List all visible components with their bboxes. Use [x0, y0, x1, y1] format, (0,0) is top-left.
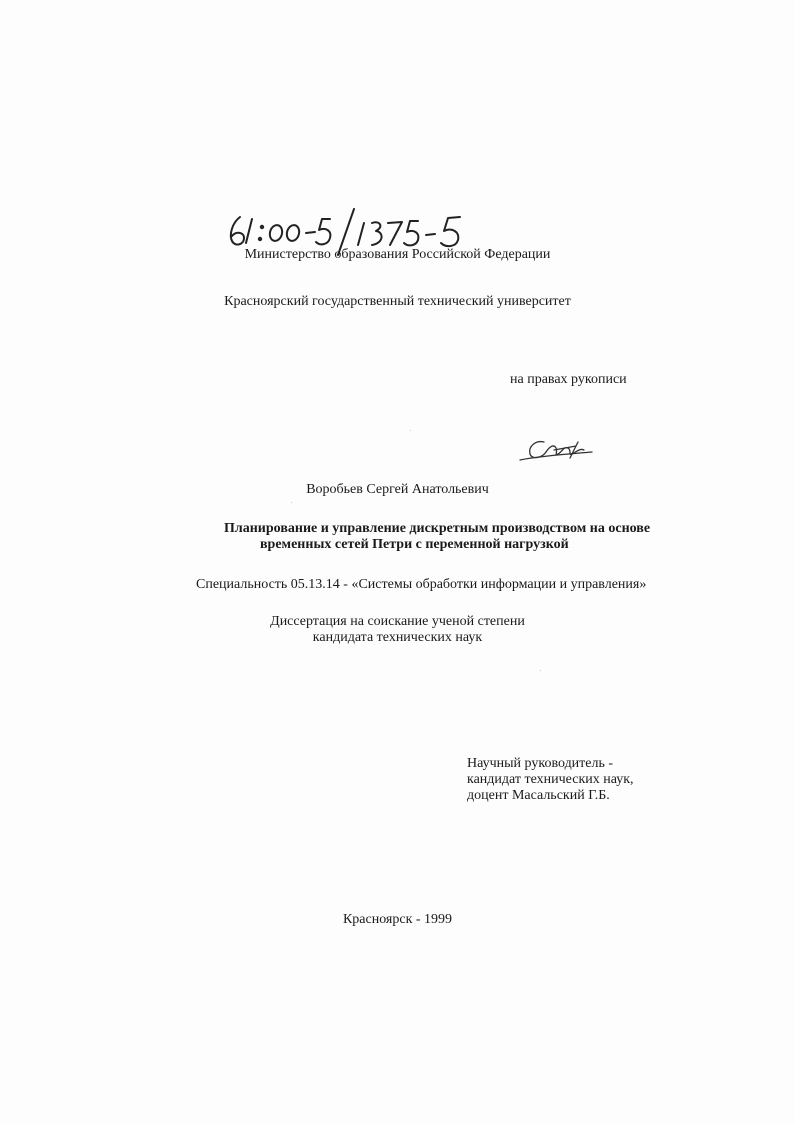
manuscript-rights-note: на правах рукописи [510, 372, 627, 387]
supervisor-line-3: доцент Масальский Г.Б. [467, 788, 610, 803]
scan-speck [291, 502, 292, 503]
university-line: Красноярский государственный технический университет [224, 294, 571, 309]
dissertation-title-line-1: Планирование и управление дискретным производством на основе [224, 521, 651, 536]
degree-line-2: кандидата технических наук [312, 630, 483, 645]
scan-speck [540, 670, 541, 671]
dissertation-title-line-2: временных сетей Петри с переменной нагрузкой [260, 537, 569, 552]
specialty-line: Специальность 05.13.14 - «Системы обработки информации и управления» [196, 577, 647, 592]
supervisor-line-2: кандидат технических наук, [467, 772, 634, 787]
scan-speck [410, 430, 411, 431]
degree-line-1: Диссертация на соискание ученой степени [270, 614, 525, 629]
supervisor-line-1: Научный руководитель - [467, 756, 614, 771]
ministry-line: Министерство образования Российской Федерации [244, 247, 551, 262]
author-name: Воробьев Сергей Анатольевич [306, 482, 489, 497]
city-year-line: Красноярск - 1999 [342, 912, 453, 927]
author-signature [518, 436, 598, 468]
